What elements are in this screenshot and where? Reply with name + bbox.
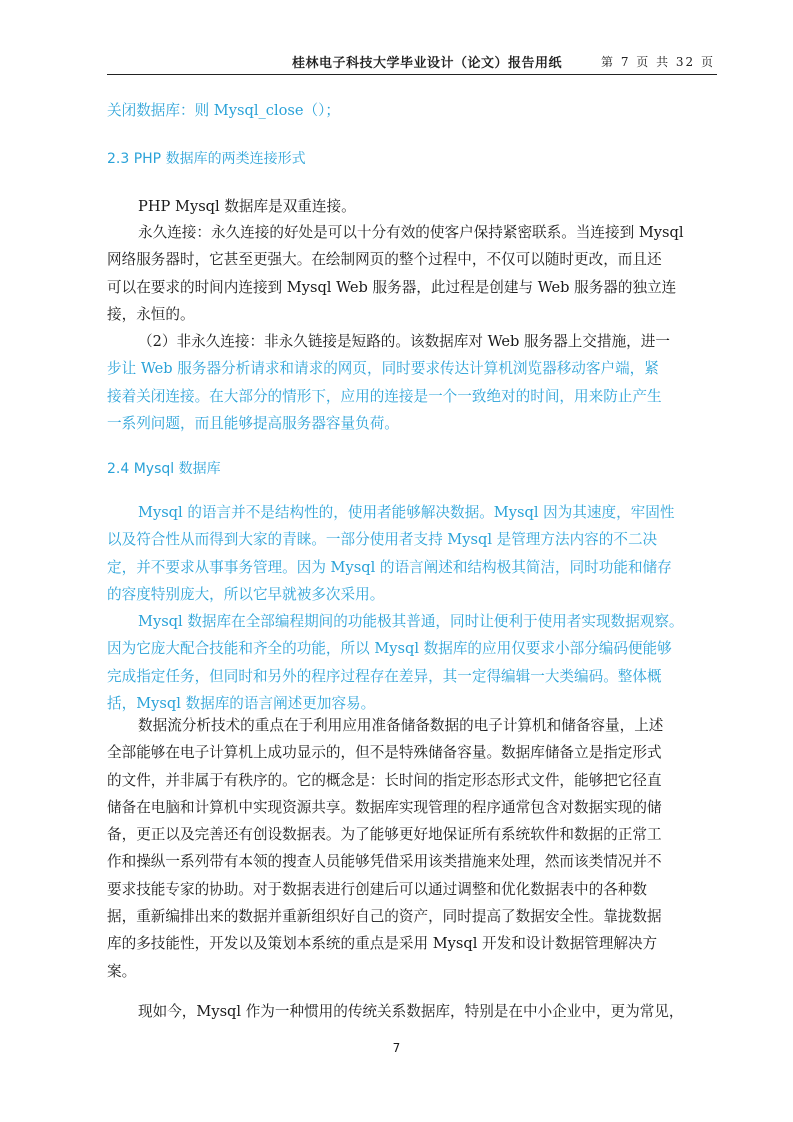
text-line: 库的多技能性，开发以及策划本系统的重点是采用 Mysql 开发和设计数据管理解决方: [107, 935, 658, 953]
close-database-line: 关闭数据库：则 Mysql_close（）；: [107, 102, 341, 119]
text-line: 步让 Web 服务器分析请求和请求的网页，同时要求传达计算机浏览器移动客户端，紧: [107, 360, 659, 378]
text-line: 作和操纵一系列带有本领的搜查人员能够凭借采用该类措施来处理，然而该类情况并不: [107, 853, 662, 871]
section-2-4-paragraph-2: [107, 608, 717, 717]
text-line: 案。: [107, 962, 137, 980]
text-line: 可以在要求的时间内连接到 Mysql Web 服务器，此过程是创建与 Web 服务器的独立连: [107, 278, 677, 296]
text-line: 现如今，Mysql 作为一种惯用的传统关系数据库，特别是在中小企业中，更为常见，: [138, 1003, 684, 1020]
section-2-4-heading: 2.4 Mysql 数据库: [107, 461, 221, 477]
section-2-3-paragraph-2: [107, 328, 717, 437]
text-line: 据，重新编排出来的数据并重新组织好自己的资产，同时提高了数据安全性。靠拢数据: [107, 908, 662, 926]
section-2-3-heading: 2.3 PHP 数据库的两类连接形式: [107, 151, 306, 167]
text-line: 网络服务器时，它甚至更强大。在绘制网页的整个过程中，不仅可以随时更改，而且还: [107, 251, 662, 269]
text-line: Mysql 的语言并不是结构性的，使用者能够解决数据。Mysql 因为其速度，牢固性: [138, 504, 675, 521]
page-number: 7: [392, 1041, 401, 1055]
text-line: 完成指定任务，但同时和另外的程序过程存在差异，其一定得编辑一大类编码。整体概: [107, 667, 662, 685]
text-line: 因为它庞大配合技能和齐全的功能，所以 Mysql 数据库的应用仅要求小部分编码便能够: [107, 640, 672, 658]
section-2-3-intro: [107, 193, 717, 220]
text-line: 数据流分析技术的重点在于利用应用准备储备数据的电子计算机和储备容量，上述: [138, 717, 664, 734]
text-line: 括，Mysql 数据库的语言阐述更加容易。: [107, 694, 376, 712]
text-line: 的容度特别庞大，所以它早就被多次采用。: [107, 585, 385, 603]
text-line: 备，更正以及完善还有创设数据表。为了能够更好地保证所有系统软件和数据的正常工: [107, 826, 662, 844]
page-header: [107, 52, 717, 75]
text-line: 全部能够在电子计算机上成功显示的，但不是特殊储备容量。数据库储备立是指定形式: [107, 744, 662, 762]
section-2-4-paragraph-3: [107, 712, 717, 985]
section-2-4-paragraph-4: [107, 998, 717, 1025]
text-line: 以及符合性从而得到大家的青睐。一部分使用者支持 Mysql 是管理方法内容的不二决: [107, 531, 658, 549]
text-line: 接着关闭连接。在大部分的情形下，应用的连接是一个一致绝对的时间，用来防止产生: [107, 387, 662, 405]
text-line: （2）非永久连接：非永久链接是短路的。该数据库对 Web 服务器上交措施，进一: [138, 333, 670, 350]
text-line: 定，并不要求从事事务管理。因为 Mysql 的语言阐述和结构极其简洁，同时功能和储存: [107, 558, 672, 576]
text-line: 的文件，并非属于有秩序的。它的概念是：长时间的指定形态形式文件，能够把它径直: [107, 771, 662, 789]
header-page-info: 第 7 页 共 32 页: [601, 55, 715, 69]
text-line: 一系列问题，而且能够提高服务器容量负荷。: [107, 414, 399, 432]
text-line: 永久连接：永久连接的好处是可以十分有效的使客户保持紧密联系。当连接到 Mysql: [138, 224, 684, 241]
text-line: 要求技能专家的协助。对于数据表进行创建后可以通过调整和优化数据表中的各种数: [107, 880, 647, 898]
text-line: 接，永恒的。: [107, 305, 195, 323]
intro-line: PHP Mysql 数据库是双重连接。: [138, 198, 356, 215]
section-2-3-paragraph-1: [107, 219, 717, 328]
section-2-4-paragraph-1: [107, 499, 717, 608]
text-line: Mysql 数据库在全部编程期间的功能极其普通，同时让便利于使用者实现数据观察。: [138, 613, 684, 630]
header-title: 桂林电子科技大学毕业设计（论文）报告用纸: [291, 56, 562, 71]
text-line: 储备在电脑和计算机中实现资源共享。数据库实现管理的程序通常包含对数据实现的储: [107, 798, 662, 816]
